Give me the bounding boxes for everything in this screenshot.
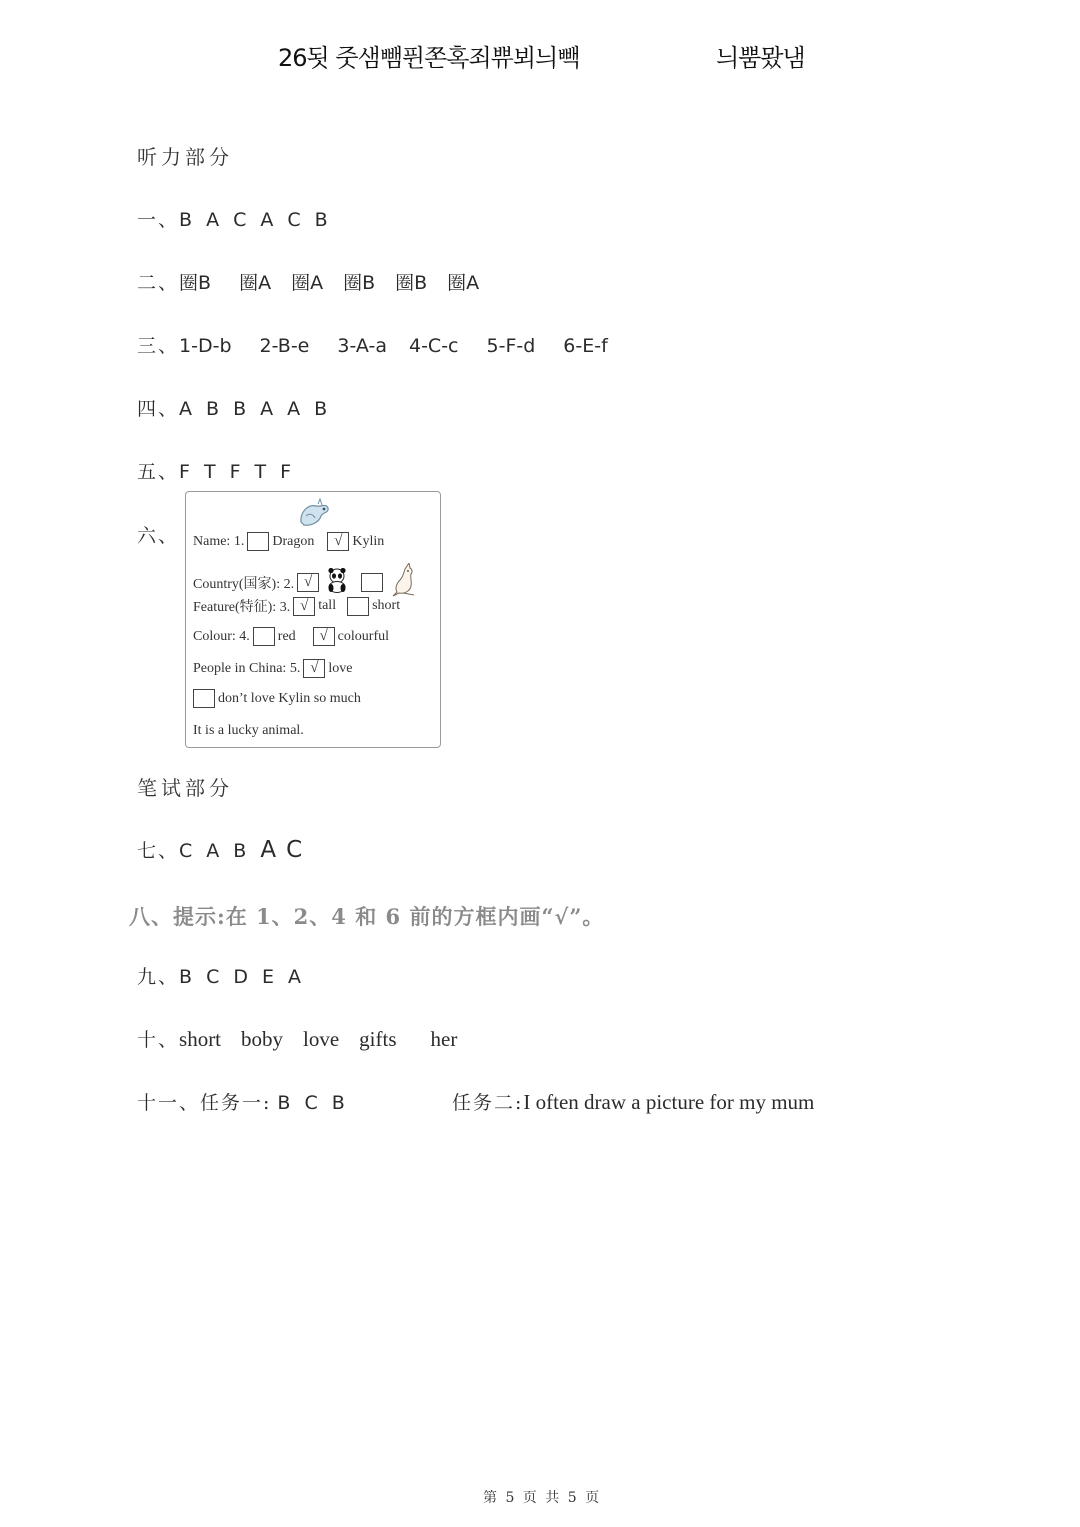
dont-love-row bbox=[193, 689, 361, 708]
answer-item: C bbox=[179, 840, 193, 862]
answer-item: 圈A bbox=[291, 272, 324, 294]
answer-item: 1-D-b bbox=[179, 335, 232, 357]
tall-label: tall bbox=[318, 598, 337, 613]
short-label: short bbox=[372, 598, 401, 613]
answer-item: 5-F-d bbox=[486, 335, 536, 357]
section-label: 六、 bbox=[137, 525, 180, 547]
feature-row bbox=[193, 596, 400, 616]
answer-item: T bbox=[254, 461, 267, 483]
answer-item: A bbox=[260, 209, 274, 231]
answer-item: F bbox=[280, 461, 292, 483]
answer-item: C bbox=[304, 1092, 318, 1114]
dont-love-checkbox bbox=[193, 689, 215, 708]
answer-item: 圈A bbox=[239, 272, 272, 294]
kylin-icon bbox=[296, 498, 332, 535]
section-label: 十、 bbox=[137, 1029, 180, 1051]
answer-item: short bbox=[179, 1027, 222, 1051]
answer-line-5 bbox=[137, 457, 305, 484]
answer-line-4 bbox=[137, 394, 341, 421]
answer-item: 圈A bbox=[447, 272, 480, 294]
answer-item: D bbox=[233, 966, 248, 988]
answer-item: C bbox=[233, 209, 247, 231]
answer-item: 圈B bbox=[343, 272, 376, 294]
red-checkbox bbox=[253, 627, 275, 646]
people-prefix: People in China: 5. bbox=[193, 660, 301, 676]
answer-item: B bbox=[277, 1092, 291, 1114]
dragon-label: Dragon bbox=[272, 533, 315, 549]
answer-line-8-hint: 八、提示:在 1、2、4 和 6 前的方框内画“√”。 bbox=[129, 904, 605, 929]
answer-item: A bbox=[206, 840, 220, 862]
answer-item: B bbox=[233, 398, 247, 420]
panda-icon bbox=[325, 567, 349, 598]
colour-row bbox=[193, 627, 389, 646]
answer-item: 4-C-c bbox=[408, 335, 459, 357]
answer-item: 圈B bbox=[179, 272, 212, 294]
red-label: red bbox=[277, 628, 296, 644]
answer-item: B bbox=[314, 398, 328, 420]
answer-line-7 bbox=[137, 836, 316, 863]
answer-line-9 bbox=[137, 962, 315, 989]
answer-line-10 bbox=[137, 1025, 475, 1052]
lucky-text: It is a lucky animal. bbox=[193, 723, 304, 738]
colourful-checkbox: √ bbox=[313, 627, 335, 646]
section-label: 九、 bbox=[137, 966, 180, 988]
tall-checkbox: √ bbox=[293, 597, 315, 616]
answer-item: E bbox=[261, 966, 274, 988]
task2-label: 任务二: bbox=[452, 1092, 524, 1114]
answer-item: B bbox=[233, 840, 247, 862]
header-left-text: 26됫 줏샘뺌퓐쫀혹죄쀼뵈늬빽 bbox=[278, 44, 580, 72]
feature-prefix: Feature(特征): 3. bbox=[193, 600, 291, 615]
answer-item: C bbox=[286, 837, 303, 863]
answer-item: A bbox=[206, 209, 220, 231]
section-label: 三、 bbox=[137, 335, 180, 357]
answer-item: B bbox=[314, 209, 328, 231]
answer-line-2 bbox=[137, 268, 493, 295]
answer-item: B bbox=[331, 1092, 345, 1114]
answer-item: A bbox=[287, 398, 301, 420]
answer-item: F bbox=[179, 461, 190, 483]
love-checkbox: √ bbox=[303, 659, 325, 678]
section-label: 二、 bbox=[137, 272, 180, 294]
name-row bbox=[193, 532, 384, 551]
answer-item: C bbox=[206, 966, 220, 988]
answer-item: A bbox=[260, 837, 277, 863]
answer-item: 圈B bbox=[395, 272, 428, 294]
page-footer: 第 5 页 共 5 页 bbox=[483, 1490, 602, 1506]
answer-item: love bbox=[303, 1027, 340, 1051]
answer-item: B bbox=[179, 966, 193, 988]
answer-line-11 bbox=[137, 1088, 359, 1115]
lucky-row bbox=[193, 723, 304, 739]
dont-love-label: don’t love Kylin so much bbox=[218, 690, 361, 706]
answer-item: C bbox=[287, 209, 301, 231]
answer-item: A bbox=[179, 398, 193, 420]
answer-line-1 bbox=[137, 205, 342, 232]
kylin-checkbox: √ bbox=[327, 532, 349, 551]
written-section-title: 笔试部分 bbox=[137, 776, 233, 800]
section-label: 五、 bbox=[137, 461, 180, 483]
answer-item: gifts bbox=[359, 1027, 397, 1051]
china-checkbox: √ bbox=[297, 573, 319, 592]
colourful-label: colourful bbox=[337, 628, 389, 644]
kylin-answer-card bbox=[185, 491, 441, 748]
answer-item: A bbox=[260, 398, 274, 420]
answer-item: 2-B-e bbox=[259, 335, 310, 357]
listening-section-title: 听力部分 bbox=[137, 145, 233, 169]
answer-item: T bbox=[203, 461, 216, 483]
kylin-label: Kylin bbox=[352, 533, 385, 549]
people-row bbox=[193, 659, 352, 678]
answer-line-6-label bbox=[137, 521, 179, 548]
name-prefix: Name: 1. bbox=[193, 533, 245, 549]
answer-item: F bbox=[229, 461, 241, 483]
answer-item: B bbox=[206, 398, 220, 420]
answer-item: boby bbox=[241, 1027, 284, 1051]
answer-line-3 bbox=[137, 331, 622, 358]
answer-item: 3-A-a bbox=[337, 335, 387, 357]
love-label: love bbox=[328, 660, 353, 676]
section-label: 一、 bbox=[137, 209, 180, 231]
country-prefix: Country(国家): 2. bbox=[193, 576, 295, 592]
header-right-text: 늬뿜뫘냄 bbox=[716, 44, 805, 72]
answer-item: B bbox=[179, 209, 193, 231]
task1-label: 任务一: bbox=[200, 1092, 272, 1114]
section-label: 七、 bbox=[137, 840, 180, 862]
answer-line-11-task2 bbox=[452, 1088, 814, 1115]
answer-item: A bbox=[288, 966, 301, 988]
australia-checkbox bbox=[361, 573, 383, 592]
section-label: 十一、 bbox=[137, 1092, 201, 1114]
section-label: 四、 bbox=[137, 398, 180, 420]
answer-item: 6-E-f bbox=[563, 335, 608, 357]
answer-item: her bbox=[430, 1027, 458, 1051]
dragon-checkbox bbox=[247, 532, 269, 551]
colour-prefix: Colour: 4. bbox=[193, 628, 250, 644]
short-checkbox bbox=[347, 597, 369, 616]
task2-answer: I often draw a picture for my mum bbox=[523, 1090, 815, 1114]
